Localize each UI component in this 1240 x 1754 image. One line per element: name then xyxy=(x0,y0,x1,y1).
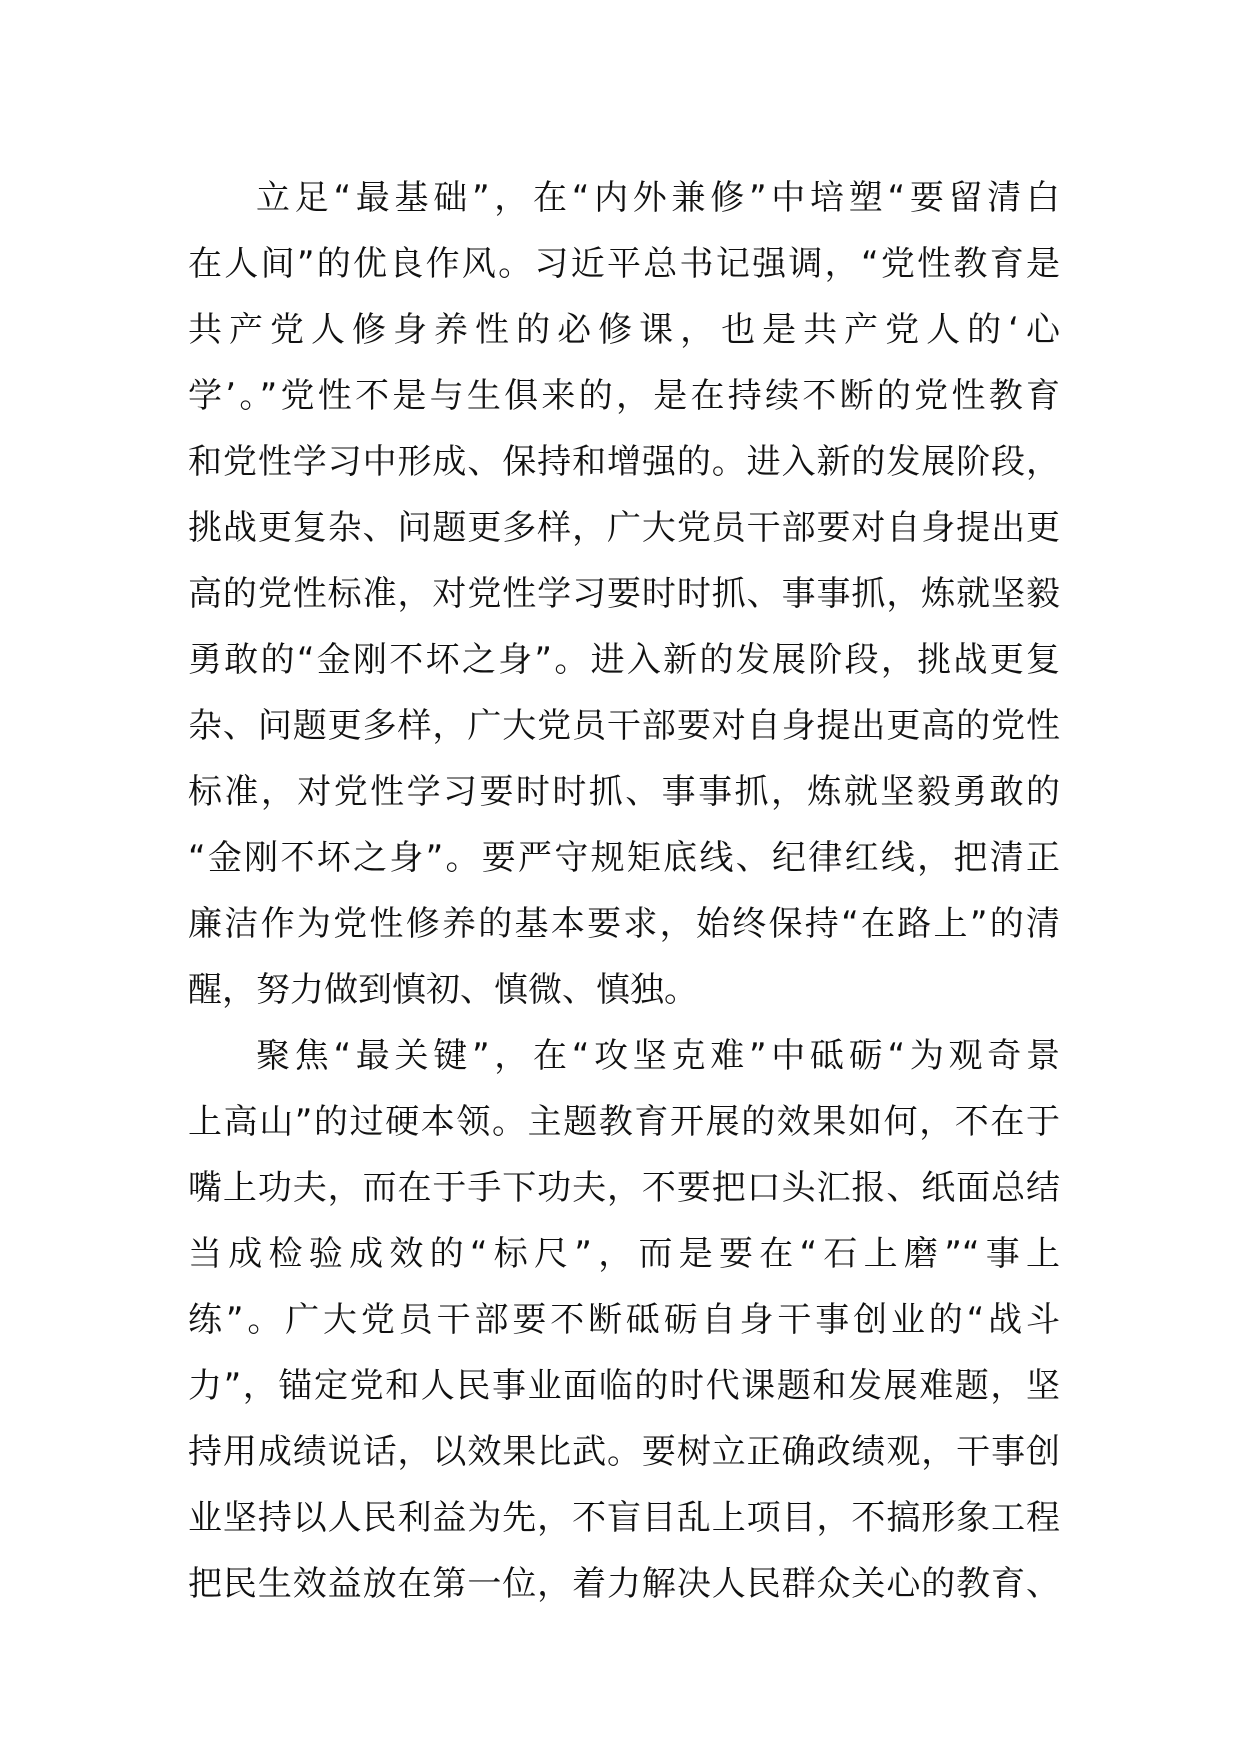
text-line: 高的党性标准，对党性学习要时时抓、事事抓，炼就坚毅 xyxy=(188,574,1060,614)
text-line: 业坚持以人民利益为先，不盲目乱上项目，不搞形象工程 xyxy=(188,1498,1060,1538)
text-line: 上高山”的过硬本领。主题教育开展的效果如何，不在于 xyxy=(188,1102,1060,1142)
paragraph-2 xyxy=(188,1023,1060,1617)
text-line: 当成检验成效的“标尺”，而是要在“石上磨”“事上 xyxy=(188,1234,1060,1274)
text-line: 杂、问题更多样，广大党员干部要对自身提出更高的党性 xyxy=(188,706,1060,746)
text-line: 聚焦“最关键”，在“攻坚克难”中砥砺“为观奇景 xyxy=(256,1036,1060,1076)
text-line: 在人间”的优良作风。习近平总书记强调，“党性教育是 xyxy=(188,244,1060,284)
text-line: 练”。广大党员干部要不断砥砺自身干事创业的“战斗 xyxy=(188,1300,1060,1340)
text-line: 共产党人修身养性的必修课，也是共产党人的‘心 xyxy=(188,310,1060,350)
text-line: 醒，努力做到慎初、慎微、慎独。 xyxy=(188,970,698,1010)
text-line: 和党性学习中形成、保持和增强的。进入新的发展阶段， xyxy=(188,442,1060,482)
text-line: 把民生效益放在第一位，着力解决人民群众关心的教育、 xyxy=(188,1564,1060,1604)
text-line: 标准，对党性学习要时时抓、事事抓，炼就坚毅勇敢的 xyxy=(188,772,1060,812)
text-line: 勇敢的“金刚不坏之身”。进入新的发展阶段，挑战更复 xyxy=(188,640,1060,680)
body-text xyxy=(188,165,1060,1617)
text-line: 立足“最基础”，在“内外兼修”中培塑“要留清白 xyxy=(256,178,1060,218)
text-line: 挑战更复杂、问题更多样，广大党员干部要对自身提出更 xyxy=(188,508,1060,548)
text-line: 持用成绩说话，以效果比武。要树立正确政绩观，干事创 xyxy=(188,1432,1060,1472)
text-line: 廉洁作为党性修养的基本要求，始终保持“在路上”的清 xyxy=(188,904,1060,944)
text-line: “金刚不坏之身”。要严守规矩底线、纪律红线，把清正 xyxy=(188,838,1060,878)
text-line: 嘴上功夫，而在于手下功夫，不要把口头汇报、纸面总结 xyxy=(188,1168,1060,1208)
paragraph-1 xyxy=(188,165,1060,1023)
text-line: 学’。”党性不是与生俱来的，是在持续不断的党性教育 xyxy=(188,376,1060,416)
text-line: 力”，锚定党和人民事业面临的时代课题和发展难题，坚 xyxy=(188,1366,1060,1406)
